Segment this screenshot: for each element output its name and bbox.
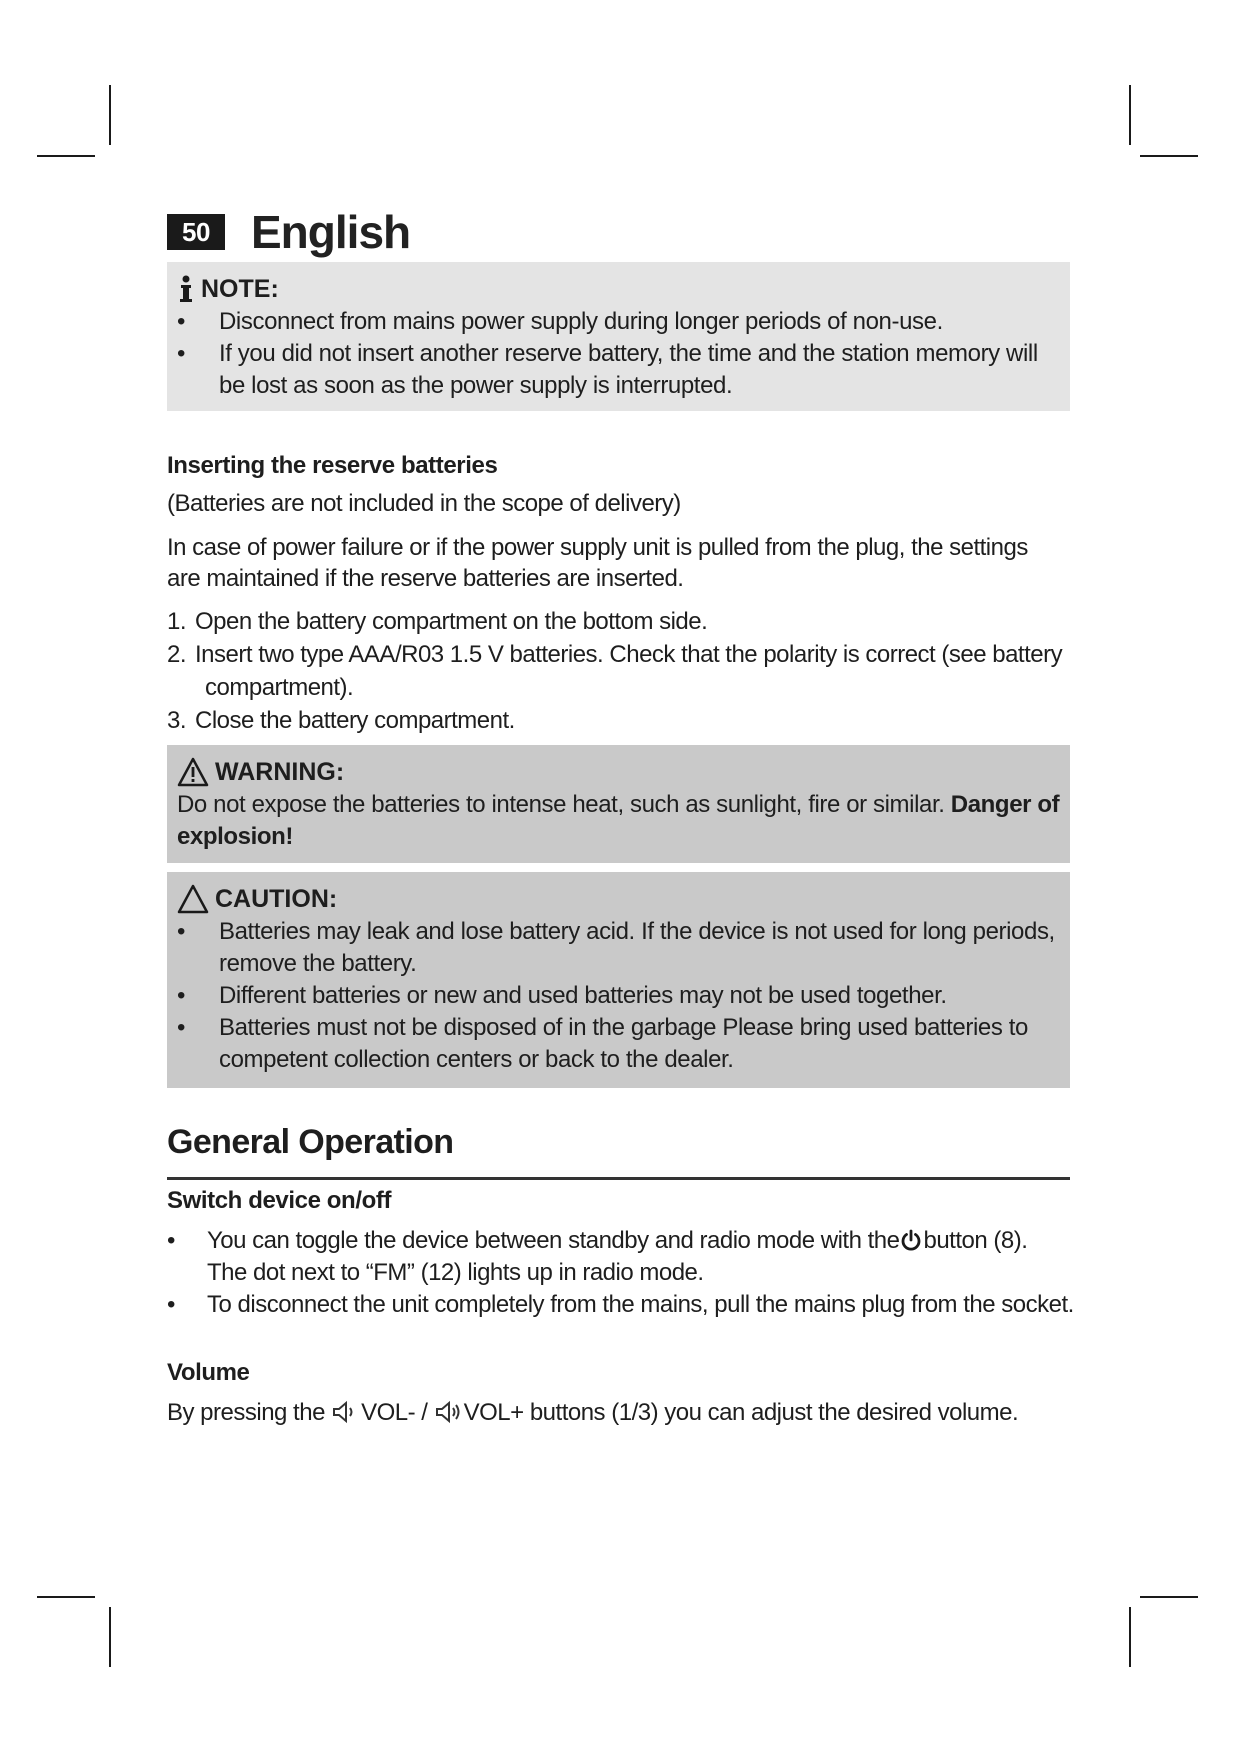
note-box (167, 262, 1070, 411)
volume-text: By pressing the VOL- / VOL+ buttons (1/3) you can adjust the desired volume. (167, 1399, 1019, 1426)
power-icon (900, 1229, 922, 1251)
caution-triangle-icon (177, 884, 209, 914)
warning-title-label: WARNING: (215, 757, 345, 786)
list-item: • If you did not insert another reserve battery, the time and the station memory will be lost as soon as the power supply is interrupted. (177, 338, 1060, 402)
crop-mark-bottom-left-vertical (109, 1607, 111, 1667)
crop-mark-top-left-vertical (109, 85, 111, 145)
warning-box (167, 745, 1070, 863)
list-item: • You can toggle the device between standby and radio mode with the button (8). The dot next to “FM” (12) lights up in radio mode. (167, 1225, 1077, 1289)
volume-heading: Volume (167, 1359, 250, 1386)
step-item: 3. Close the battery compartment. (167, 707, 515, 734)
crop-mark-top-right-horizontal (1140, 155, 1198, 157)
warning-text: Do not expose the batteries to intense heat, such as sunlight, fire or similar. Danger of explosion! (177, 791, 1060, 850)
warning-title (177, 755, 1060, 789)
switch-heading: Switch device on/off (167, 1187, 392, 1214)
switch-list (167, 1225, 1077, 1321)
info-icon (177, 275, 195, 303)
note-title (177, 272, 1060, 306)
page-header (167, 205, 410, 259)
step-item: 2. Insert two type AAA/R03 1.5 V batteries. Check that the polarity is correct (see battery compartment). (167, 641, 1063, 701)
note-list (177, 306, 1060, 402)
caution-title-label: CAUTION: (215, 884, 338, 913)
section-divider (167, 1177, 1070, 1180)
crop-mark-bottom-left-horizontal (37, 1596, 95, 1598)
volume-up-icon (434, 1399, 464, 1425)
step-item: 1. Open the battery compartment on the bottom side. (167, 608, 708, 635)
crop-mark-top-left-horizontal (37, 155, 95, 157)
list-item: • Batteries may leak and lose battery acid. If the device is not used for long periods, remove the battery. (177, 916, 1060, 980)
reserve-batteries-subtitle: (Batteries are not included in the scope of delivery) (167, 490, 681, 517)
section-title: General Operation (167, 1123, 454, 1161)
warning-emphasis: Danger of explosion! (177, 791, 1060, 850)
caution-title (177, 882, 1060, 916)
crop-mark-bottom-right-vertical (1129, 1607, 1131, 1667)
note-title-label: NOTE: (201, 274, 279, 303)
reserve-batteries-intro: In case of power failure or if the power supply unit is pulled from the plug, the settings are maintained if the reserve batteries are inserted. (167, 534, 1028, 592)
crop-mark-bottom-right-horizontal (1140, 1596, 1198, 1598)
list-item: • To disconnect the unit completely from the mains, pull the mains plug from the socket. (167, 1289, 1077, 1321)
list-item: • Batteries must not be disposed of in the garbage Please bring used batteries to competent collection centers or back to the dealer. (177, 1012, 1060, 1076)
warning-triangle-icon (177, 757, 209, 787)
list-item: • Different batteries or new and used batteries may not be used together. (177, 980, 1060, 1012)
crop-mark-top-right-vertical (1129, 85, 1131, 145)
list-item: • Disconnect from mains power supply during longer periods of non-use. (177, 306, 1060, 338)
volume-down-icon (331, 1399, 361, 1425)
caution-box (167, 872, 1070, 1088)
battery-steps-list (167, 605, 1077, 737)
page-language-title: English (251, 206, 411, 258)
reserve-batteries-heading: Inserting the reserve batteries (167, 452, 498, 479)
caution-list (177, 916, 1060, 1076)
page-number: 50 (167, 214, 225, 250)
